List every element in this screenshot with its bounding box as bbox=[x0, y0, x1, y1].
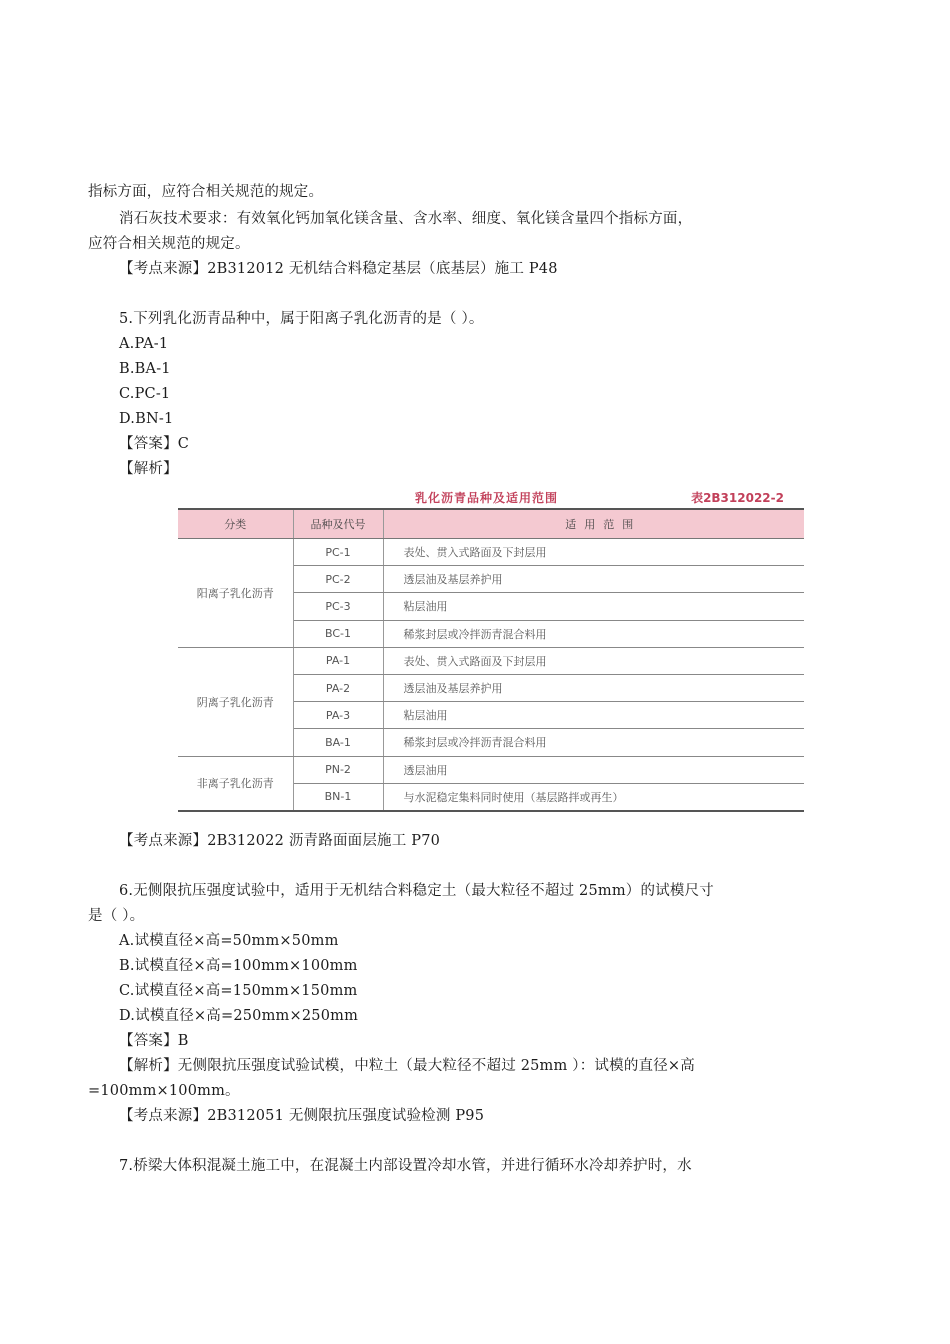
emulsified-asphalt-table-figure bbox=[178, 486, 804, 814]
table-title: 乳化沥青品种及适用范围 bbox=[415, 491, 559, 505]
code-cell: PC-2 bbox=[293, 566, 383, 593]
code-cell: PA-1 bbox=[293, 647, 383, 674]
category-cell: 非离子乳化沥青 bbox=[178, 756, 293, 811]
option-d: D.BN-1 bbox=[119, 411, 174, 427]
paragraph-line: 应符合相关规范的规定。 bbox=[88, 236, 250, 252]
explanation-label: 【解析】 bbox=[119, 461, 178, 477]
table-header-row bbox=[178, 509, 804, 539]
category-cell: 阳离子乳化沥青 bbox=[178, 539, 293, 648]
option-d: D.试模直径×高=250mm×250mm bbox=[119, 1008, 359, 1024]
code-cell: BC-1 bbox=[293, 620, 383, 647]
use-cell: 粘层油用 bbox=[383, 593, 804, 620]
explanation: 【解析】无侧限抗压强度试验试模，中粒土（最大粒径不超过 25mm ）：试模的直径×高 bbox=[119, 1058, 695, 1074]
option-a: A.试模直径×高=50mm×50mm bbox=[119, 933, 339, 949]
option-c: C.PC-1 bbox=[119, 386, 171, 402]
paragraph-line: 消石灰技术要求：有效氧化钙加氧化镁含量、含水率、细度、氧化镁含量四个指标方面， bbox=[119, 211, 693, 227]
use-cell: 稀浆封层或冷拌沥青混合料用 bbox=[383, 729, 804, 756]
source-note: 【考点来源】2B312012 无机结合料稳定基层（底基层）施工 P48 bbox=[119, 261, 558, 277]
option-b: B.BA-1 bbox=[119, 361, 171, 377]
use-cell: 透层油及基层养护用 bbox=[383, 674, 804, 701]
question-7: 7.桥梁大体积混凝土施工中，在混凝土内部设置冷却水管，并进行循环水冷却养护时，水 bbox=[119, 1158, 692, 1174]
code-cell: PN-2 bbox=[293, 756, 383, 783]
code-cell: PC-1 bbox=[293, 539, 383, 566]
paragraph-line: 指标方面，应符合相关规范的规定。 bbox=[88, 184, 324, 200]
code-cell: PA-3 bbox=[293, 702, 383, 729]
table-row bbox=[178, 756, 804, 783]
use-cell: 与水泥稳定集料同时使用（基层路拌或再生） bbox=[383, 783, 804, 811]
header-use: 适用范围 bbox=[383, 509, 804, 539]
code-cell: BN-1 bbox=[293, 783, 383, 811]
category-cell: 阴离子乳化沥青 bbox=[178, 647, 293, 756]
use-cell: 稀浆封层或冷拌沥青混合料用 bbox=[383, 620, 804, 647]
use-cell: 透层油及基层养护用 bbox=[383, 566, 804, 593]
source-note: 【考点来源】2B312022 沥青路面面层施工 P70 bbox=[119, 833, 441, 849]
header-code: 品种及代号 bbox=[293, 509, 383, 539]
question-6: 6.无侧限抗压强度试验中，适用于无机结合料稳定土（最大粒径不超过 25mm）的试模尺寸 bbox=[119, 883, 714, 899]
explanation-cont: =100mm×100mm。 bbox=[88, 1083, 240, 1099]
table-number: 表2B312022-2 bbox=[691, 491, 784, 505]
table-row bbox=[178, 647, 804, 674]
use-cell: 透层油用 bbox=[383, 756, 804, 783]
code-cell: BA-1 bbox=[293, 729, 383, 756]
source-note: 【考点来源】2B312051 无侧限抗压强度试验检测 P95 bbox=[119, 1108, 485, 1124]
header-category: 分类 bbox=[178, 509, 293, 539]
use-cell: 表处、贯入式路面及下封层用 bbox=[383, 647, 804, 674]
question-6-cont: 是（ ）。 bbox=[88, 908, 145, 924]
option-a: A.PA-1 bbox=[119, 336, 169, 352]
answer: 【答案】C bbox=[119, 436, 190, 452]
use-cell: 粘层油用 bbox=[383, 702, 804, 729]
code-cell: PC-3 bbox=[293, 593, 383, 620]
option-c: C.试模直径×高=150mm×150mm bbox=[119, 983, 358, 999]
asphalt-table bbox=[178, 508, 804, 812]
answer: 【答案】B bbox=[119, 1033, 189, 1049]
code-cell: PA-2 bbox=[293, 674, 383, 701]
table-row bbox=[178, 539, 804, 566]
question-5: 5.下列乳化沥青品种中，属于阳离子乳化沥青的是（ ）。 bbox=[119, 311, 484, 327]
option-b: B.试模直径×高=100mm×100mm bbox=[119, 958, 358, 974]
use-cell: 表处、贯入式路面及下封层用 bbox=[383, 539, 804, 566]
